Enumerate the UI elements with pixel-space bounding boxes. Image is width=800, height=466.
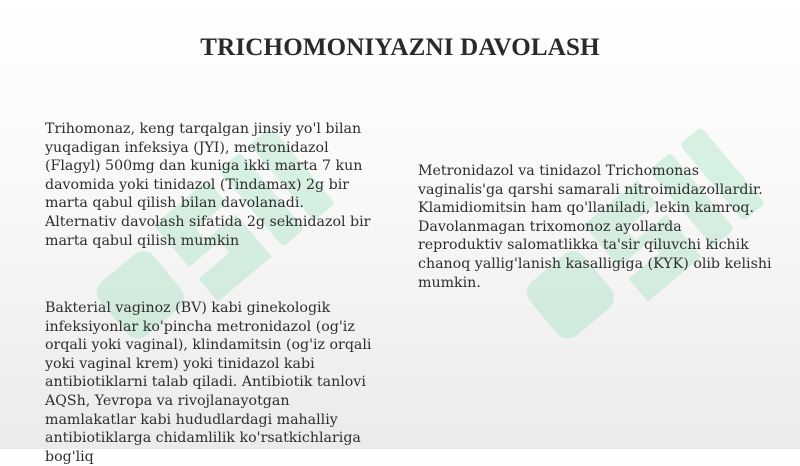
paragraph-trichomoniasis-treatment: Trihomonaz, keng tarqalgan jinsiy yo'l bilan yuqadigan infeksiya (JYI), metronidazol (Flagyl) 500mg dan kuniga ikki marta 7 kun davomida yoki tinidazol (Tindamax) 2g bir marta qabul qilish bilan davolanadi. Alternativ davolash sifatida 2g seknidazol bir marta qabul qilish mumkin bbox=[45, 121, 371, 249]
paragraph-nitroimidazoles: Metronidazol va tinidazol Trichomonas vaginalis'ga qarshi samarali nitroimidazollardir. Klamidiomitsin ham qo'llaniladi, lekin kamroq. Davolanmagan trixomonoz ayollarda reproduktiv salomatlikka ta'sir qiluvchi kichik chanoq yallig'lanish kasalligiga (KYK) olib kelishi mumkin. bbox=[418, 163, 772, 291]
paragraph-bacterial-vaginosis: Bakterial vaginoz (BV) kabi ginekologik infeksiyonlar ko'pincha metronidazol (og'iz orqali yoki vaginal), klindamitsin (og'iz orqali yoki vaginal krem) yoki tinidazol kabi antibiotiklarni talab qiladi. Antibiotik tanlovi AQSh, Yevropa va rivojlanayotgan mamlakatlar kabi hududlardagi mahalliy antibiotiklarga chidamlilik ko'rsatkichlariga bog'liq bbox=[45, 300, 372, 465]
slide-title: TRICHOMONIYAZNI DAVOLASH bbox=[200, 34, 600, 61]
